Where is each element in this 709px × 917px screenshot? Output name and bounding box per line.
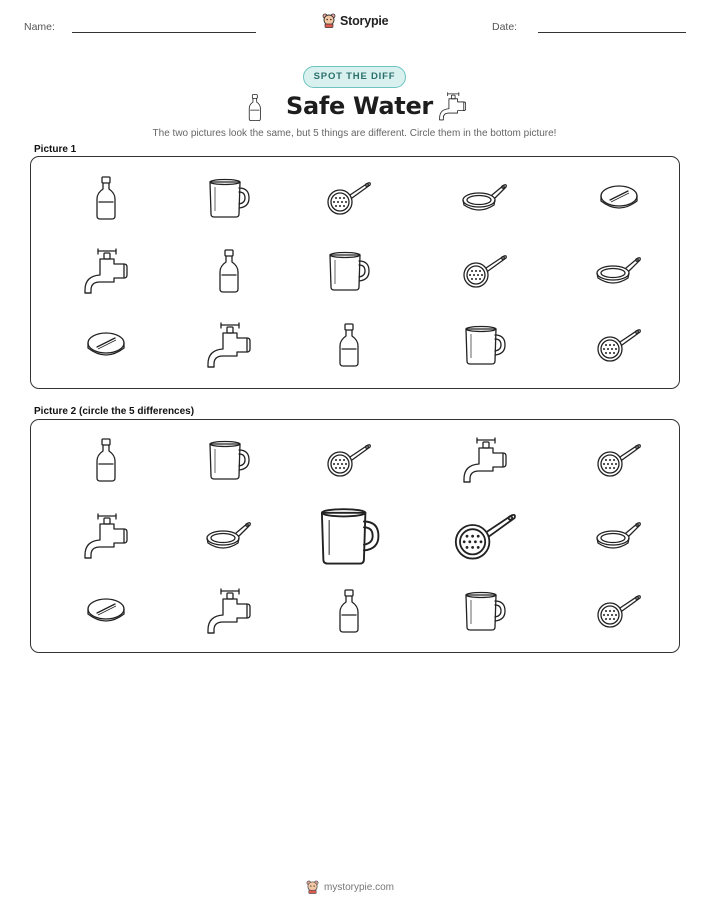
- picture-1-panel: [30, 156, 680, 389]
- picture-2-strainer-icon[interactable]: [453, 511, 517, 561]
- footer-url: mystorypie.com: [324, 881, 395, 893]
- picture-1-tablet-icon: [86, 330, 126, 360]
- brand-name: Storypie: [340, 13, 389, 28]
- picture-2-bottle-icon[interactable]: [95, 438, 117, 482]
- faucet-icon: [439, 92, 466, 126]
- picture-1-strainer-icon: [326, 180, 372, 216]
- bottle-icon: [248, 94, 262, 126]
- picture-1-bottle-icon: [95, 176, 117, 220]
- picture-2-pan-icon[interactable]: [206, 521, 252, 551]
- footer: [306, 880, 394, 894]
- picture-2-mug-icon[interactable]: [464, 591, 506, 631]
- picture-2-panel[interactable]: [30, 419, 680, 653]
- picture-2-strainer-icon[interactable]: [596, 442, 642, 478]
- spot-the-diff-badge: SPOT THE DIFF: [303, 66, 406, 88]
- picture-1-faucet-icon: [207, 322, 251, 368]
- date-line: [538, 32, 686, 33]
- picture-1-mug-icon: [464, 325, 506, 365]
- mascot-icon: [306, 880, 319, 894]
- storypie-logo: [322, 13, 388, 28]
- picture-2-faucet-icon[interactable]: [207, 588, 251, 634]
- picture-2-faucet-icon[interactable]: [84, 513, 128, 559]
- picture-2-mug-icon[interactable]: [208, 440, 250, 480]
- picture-2-faucet-icon[interactable]: [463, 437, 507, 483]
- date-label: Date:: [492, 21, 518, 33]
- picture-2-mug-icon[interactable]: [319, 507, 380, 565]
- picture-2-label: Picture 2 (circle the 5 differences): [34, 406, 195, 417]
- picture-2-tablet-icon[interactable]: [86, 596, 126, 626]
- picture-1-faucet-icon: [84, 248, 128, 294]
- page-title: Safe Water: [286, 92, 433, 120]
- picture-2-strainer-icon[interactable]: [596, 593, 642, 629]
- picture-1-tablet-icon: [599, 183, 639, 213]
- picture-2-pan-icon[interactable]: [596, 521, 642, 551]
- mascot-icon: [322, 13, 336, 28]
- picture-2-strainer-icon[interactable]: [326, 442, 372, 478]
- picture-1-strainer-icon: [596, 327, 642, 363]
- picture-2-bottle-icon[interactable]: [338, 589, 360, 633]
- picture-1-pan-icon: [462, 183, 508, 213]
- picture-1-pan-icon: [596, 256, 642, 286]
- picture-1-strainer-icon: [462, 253, 508, 289]
- title-row: [0, 92, 709, 124]
- name-label: Name:: [24, 21, 55, 33]
- name-line: [72, 32, 256, 33]
- picture-1-mug-icon: [328, 251, 370, 291]
- picture-1-mug-icon: [208, 178, 250, 218]
- instructions: The two pictures look the same, but 5 things are different. Circle them in the bottom picture!: [152, 128, 557, 139]
- picture-1-bottle-icon: [218, 249, 240, 293]
- picture-1-label: Picture 1: [34, 144, 77, 155]
- picture-1-bottle-icon: [338, 323, 360, 367]
